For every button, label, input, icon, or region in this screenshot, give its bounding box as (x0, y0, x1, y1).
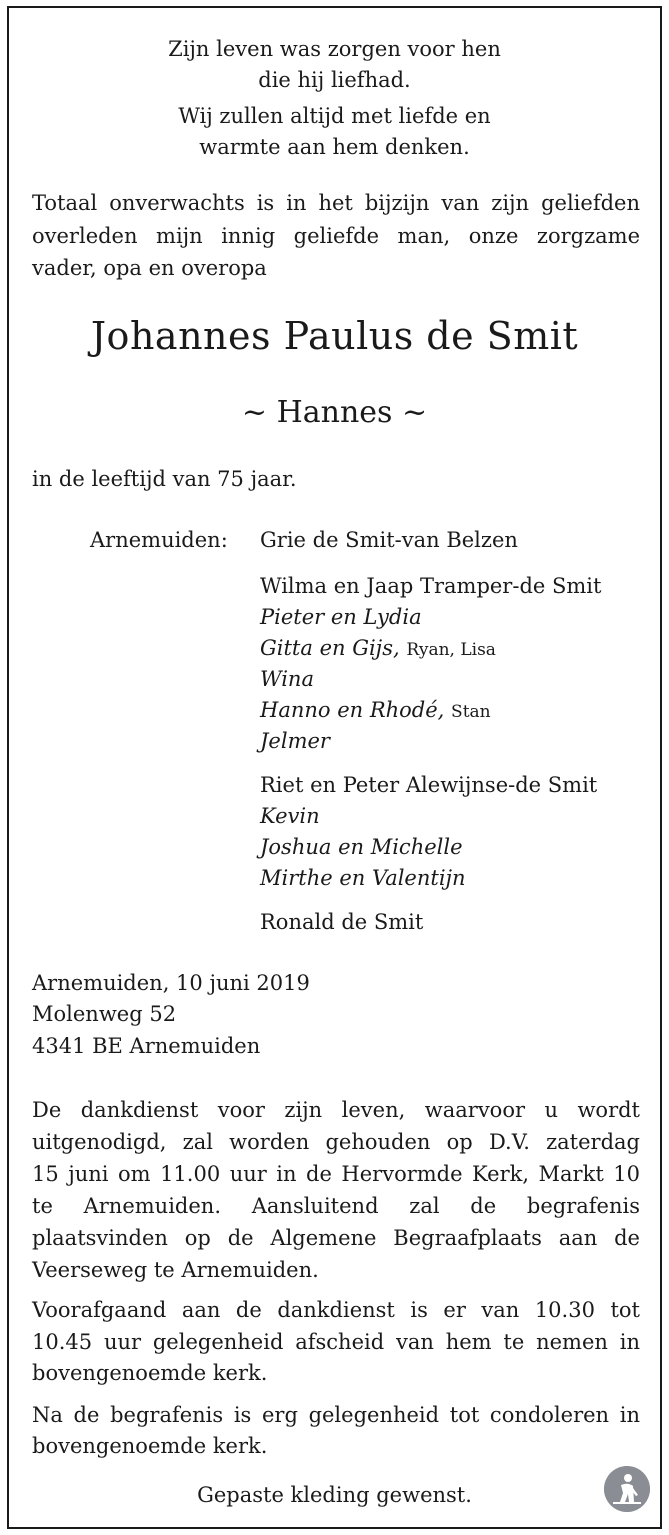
service-line: De dankdienst voor zijn leven, waarvoor u wordt (32, 1098, 640, 1122)
mourning-figure-icon (604, 1466, 650, 1512)
obituary-card (7, 6, 662, 1529)
condolence-line: bovengenoemde kerk. (32, 1434, 268, 1458)
service-line: te Arnemuiden. Aansluitend zal de begrafenis (32, 1194, 640, 1218)
poem-line: Wij zullen altijd met liefde en (178, 104, 491, 128)
visitation-line: Voorafgaand aan de dankdienst is er van 10.30 tot (32, 1298, 640, 1322)
poem-line: Zijn leven was zorgen voor hen (168, 37, 501, 61)
family-place: Arnemuiden: (90, 528, 228, 552)
intro-line: overleden mijn innig geliefde man, onze zorgzame (32, 224, 640, 248)
deceased-nickname: ~ Hannes ~ (241, 395, 428, 430)
family-child: Joshua en Michelle (260, 835, 463, 859)
intro-line: Totaal onverwachts is in het bijzijn van zijn geliefden (32, 191, 640, 215)
family-parent: Ronald de Smit (260, 910, 424, 934)
family-child: Pieter en Lydia (260, 605, 422, 629)
address-line: Molenweg 52 (32, 1002, 177, 1026)
deceased-name: Johannes Paulus de Smit (90, 314, 579, 358)
service-line: plaatsvinden op de Algemene Begraafplaats aan de (32, 1226, 640, 1250)
family-child: Gitta en Gijs, Ryan, Lisa (260, 636, 496, 660)
poem-line: warmte aan hem denken. (199, 135, 470, 159)
family-child: Mirthe en Valentijn (260, 866, 466, 890)
address-line: 4341 BE Arnemuiden (32, 1034, 261, 1058)
family-parent: Wilma en Jaap Tramper-de Smit (260, 574, 602, 598)
age-line: in de leeftijd van 75 jaar. (32, 467, 297, 491)
service-line: 15 juni om 11.00 uur in de Hervormde Kerk, Markt 10 (32, 1162, 640, 1186)
visitation-line: bovengenoemde kerk. (32, 1361, 268, 1385)
address-line: Arnemuiden, 10 juni 2019 (32, 971, 310, 995)
service-line: uitgenodigd, zal worden gehouden op D.V. zaterdag (32, 1130, 640, 1154)
poem-line: die hij liefhad. (258, 68, 411, 92)
spouse-name: Grie de Smit-van Belzen (260, 528, 518, 552)
condolence-line: Na de begrafenis is erg gelegenheid tot condoleren in (32, 1403, 640, 1427)
service-line: Veerseweg te Arnemuiden. (32, 1258, 319, 1282)
family-child: Hanno en Rhodé, Stan (260, 698, 491, 722)
intro-line: vader, opa en overopa (32, 256, 267, 280)
grandchildren: Stan (451, 702, 491, 722)
grandchildren: Ryan, Lisa (406, 640, 496, 660)
family-child: Kevin (260, 804, 320, 828)
family-parent: Riet en Peter Alewijnse-de Smit (260, 773, 598, 797)
closing-line: Gepaste kleding gewenst. (197, 1483, 472, 1507)
family-child: Jelmer (260, 729, 330, 753)
visitation-line: 10.45 uur gelegenheid afscheid van hem te nemen in (32, 1330, 640, 1354)
family-child: Wina (260, 667, 314, 691)
